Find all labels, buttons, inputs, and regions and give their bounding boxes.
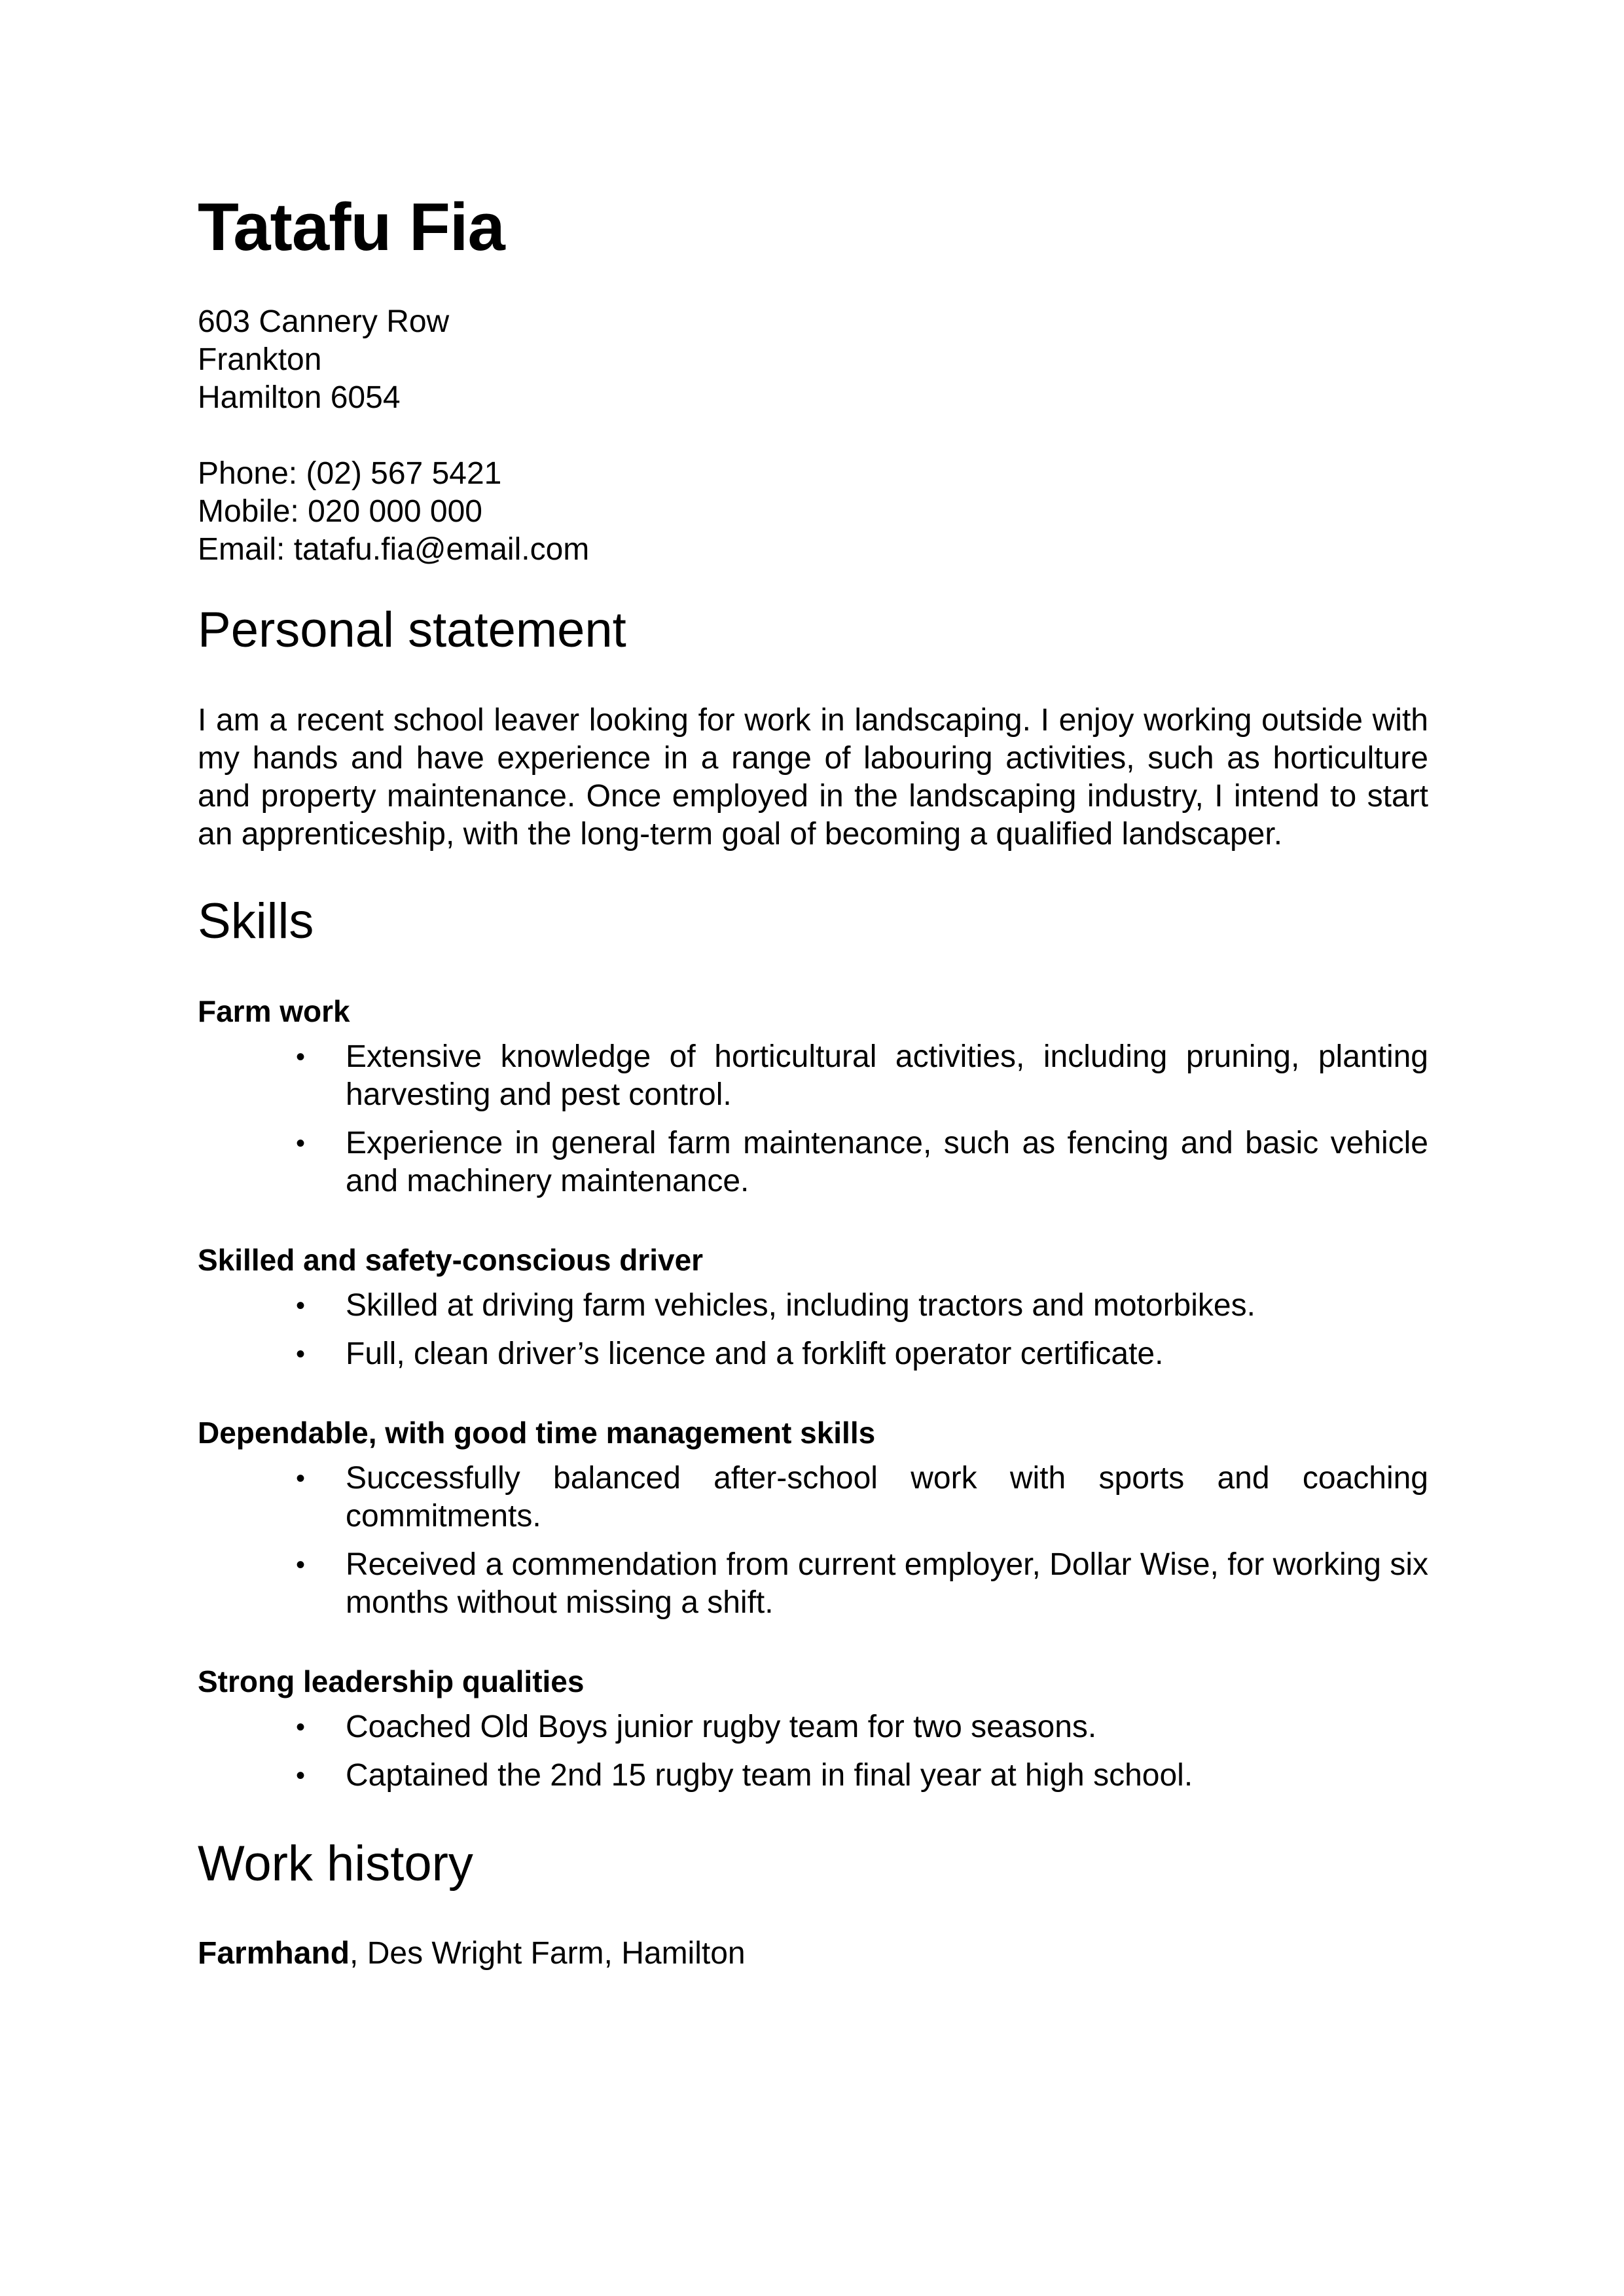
skill-group-leadership [198, 1662, 1428, 1795]
address-line: Hamilton 6054 [198, 380, 401, 416]
list-item-text: Extensive knowledge of horticultural activities, including pruning, planting harvesting and pest control. [346, 1039, 1428, 1113]
personal-statement-title: Personal statement [198, 602, 626, 658]
phone-line: Phone: (02) 567 5421 [198, 456, 502, 492]
candidate-name: Tatafu Fia [198, 189, 505, 264]
email-line: Email: tatafu.fia@email.com [198, 532, 590, 567]
skill-heading: Dependable, with good time management skills [198, 1416, 876, 1450]
list-item [198, 1757, 1428, 1795]
list-item-text: Captained the 2nd 15 rugby team in final year at high school. [346, 1758, 1193, 1793]
skill-list [198, 1708, 1428, 1795]
list-item-text: Coached Old Boys junior rugby team for two seasons. [346, 1710, 1097, 1745]
address-line: Frankton [198, 342, 322, 378]
bullet-icon: • [296, 1551, 306, 1580]
skill-heading: Strong leadership qualities [198, 1664, 585, 1699]
skills-title: Skills [198, 893, 314, 949]
bullet-icon: • [296, 1464, 306, 1494]
skill-list [198, 1038, 1428, 1200]
list-item [198, 1287, 1428, 1325]
bullet-icon: • [296, 1129, 306, 1158]
personal-statement-body: I am a recent school leaver looking for work in landscaping. I enjoy working outside with my hands and have experience in a range of labouring activities, such as horticulture and property maintenance. Once employed in the landscaping industry, I intend to start an apprenticeship, with the long-term goal of becoming a qualified landscaper. [198, 702, 1428, 852]
bullet-icon: • [296, 1340, 306, 1369]
bullet-icon: • [296, 1043, 306, 1072]
list-item-text: Successfully balanced after-school work with sports and coaching commitments. [346, 1461, 1428, 1534]
list-item [198, 1708, 1428, 1746]
work-details: , Des Wright Farm, Hamilton [350, 1936, 746, 1971]
list-item-text: Received a commendation from current employer, Dollar Wise, for working six months without missing a shift. [346, 1547, 1428, 1621]
bullet-icon: • [296, 1761, 306, 1791]
list-item-text: Experience in general farm maintenance, such as fencing and basic vehicle and machinery maintenance. [346, 1126, 1428, 1199]
mobile-line: Mobile: 020 000 000 [198, 494, 482, 529]
list-item [198, 1124, 1428, 1200]
work-role: Farmhand [198, 1936, 350, 1971]
bullet-icon: • [296, 1291, 306, 1321]
work-entry [198, 1935, 1428, 1973]
contact-block [198, 455, 1428, 569]
skill-group-driver [198, 1241, 1428, 1373]
skill-heading: Farm work [198, 994, 350, 1029]
skill-group-farm-work [198, 992, 1428, 1200]
skill-list [198, 1460, 1428, 1622]
cv-document [198, 190, 1428, 1973]
address-block [198, 303, 1428, 417]
list-item-text: Full, clean driver’s licence and a forklift operator certificate. [346, 1336, 1164, 1372]
skill-heading: Skilled and safety-conscious driver [198, 1243, 704, 1278]
list-item [198, 1460, 1428, 1535]
list-item [198, 1335, 1428, 1373]
list-item-text: Skilled at driving farm vehicles, including tractors and motorbikes. [346, 1288, 1255, 1323]
work-history-title: Work history [198, 1836, 473, 1892]
bullet-icon: • [296, 1713, 306, 1742]
address-line: 603 Cannery Row [198, 304, 450, 340]
list-item [198, 1038, 1428, 1114]
list-item [198, 1546, 1428, 1622]
skill-list [198, 1287, 1428, 1373]
skill-group-dependable [198, 1414, 1428, 1622]
